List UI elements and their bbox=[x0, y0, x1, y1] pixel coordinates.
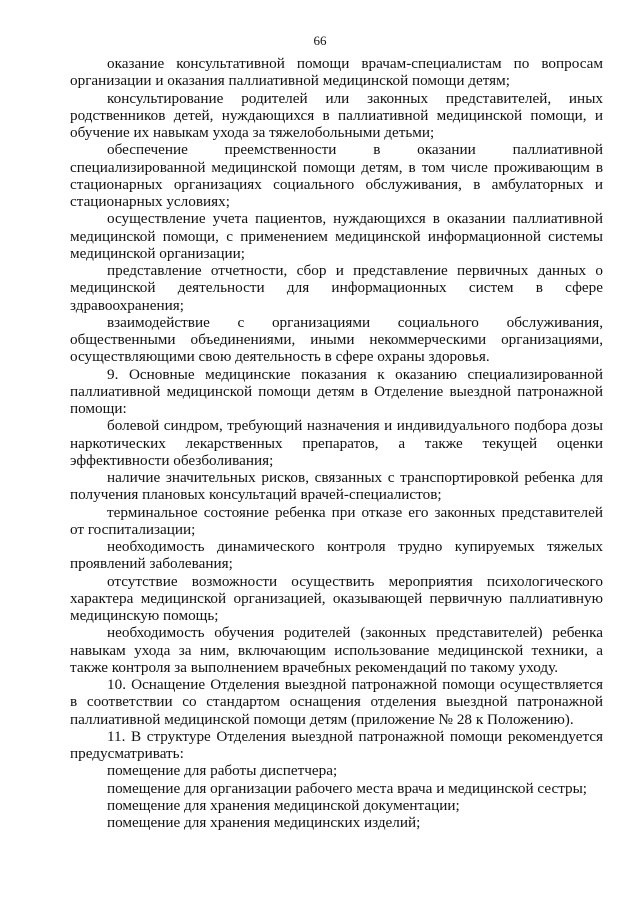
paragraph: терминальное состояние ребенка при отказе его законных представителей от госпитализации; bbox=[70, 503, 603, 538]
document-body bbox=[70, 55, 603, 831]
paragraph: консультирование родителей или законных представителей, иных родственников детей, нуждающихся в паллиативной медицинской помощи, и обучение их навыкам ухода за тяжелобольными детьми; bbox=[70, 89, 603, 141]
paragraph: помещение для хранения медицинских изделий; bbox=[107, 814, 421, 831]
page-number: 66 bbox=[313, 33, 327, 48]
paragraph: помещение для организации рабочего места врача и медицинской сестры; bbox=[107, 779, 588, 797]
paragraph: осуществление учета пациентов, нуждающихся в оказании паллиативной медицинской помощи, с применением медицинской информационной системы медицинской организации; bbox=[70, 210, 603, 262]
paragraph: отсутствие возможности осуществить мероприятия психологического характера медицинской организацией, оказывающей первичную паллиативную медицинскую помощь; bbox=[70, 572, 603, 624]
paragraph: необходимость обучения родителей (законных представителей) ребенка навыкам ухода за ним, включающим использование медицинской техники, а также контроля за выполнением врачебных рекомендаций по такому уходу. bbox=[70, 624, 603, 676]
paragraph: помещение для работы диспетчера; bbox=[107, 762, 338, 780]
paragraph: болевой синдром, требующий назначения и индивидуального подбора дозы наркотических лекарственных препаратов, а также текущей оценки эффективности обезболивания; bbox=[70, 417, 603, 469]
paragraph: помещение для хранения медицинской документации; bbox=[107, 796, 460, 814]
paragraph-section-9: 9. Основные медицинские показания к оказанию специализированной паллиативной медицинской помощи детям в Отделение выездной патронажной помощи: bbox=[70, 365, 603, 417]
paragraph: представление отчетности, сбор и представление первичных данных о медицинской деятельности для информационных систем в сфере здравоохранения; bbox=[70, 262, 603, 314]
paragraph: необходимость динамического контроля трудно купируемых тяжелых проявлений заболевания; bbox=[70, 538, 603, 573]
paragraph: наличие значительных рисков, связанных с транспортировкой ребенка для получения плановых консультаций врачей-специалистов; bbox=[70, 469, 603, 504]
paragraph: обеспечение преемственности в оказании паллиативной специализированной медицинской помощи детям, в том числе проживающим в стационарных организациях социального обслуживания, в амбулаторных и стационарных условиях; bbox=[70, 141, 603, 210]
paragraph-section-11: 11. В структуре Отделения выездной патронажной помощи рекомендуется предусматривать: bbox=[70, 727, 603, 762]
paragraph: взаимодействие с организациями социального обслуживания, общественными объединениями, иными некоммерческими организациями, осуществляющими свою деятельность в сфере охраны здоровья. bbox=[70, 313, 603, 366]
paragraph: оказание консультативной помощи врачам-специалистам по вопросам организации и оказания паллиативной медицинской помощи детям; bbox=[70, 55, 603, 90]
paragraph-section-10: 10. Оснащение Отделения выездной патронажной помощи осуществляется в соответствии со стандартом оснащения отделения выездной патронажной паллиативной медицинской помощи детям (приложение № 28 к Положению). bbox=[70, 676, 603, 728]
